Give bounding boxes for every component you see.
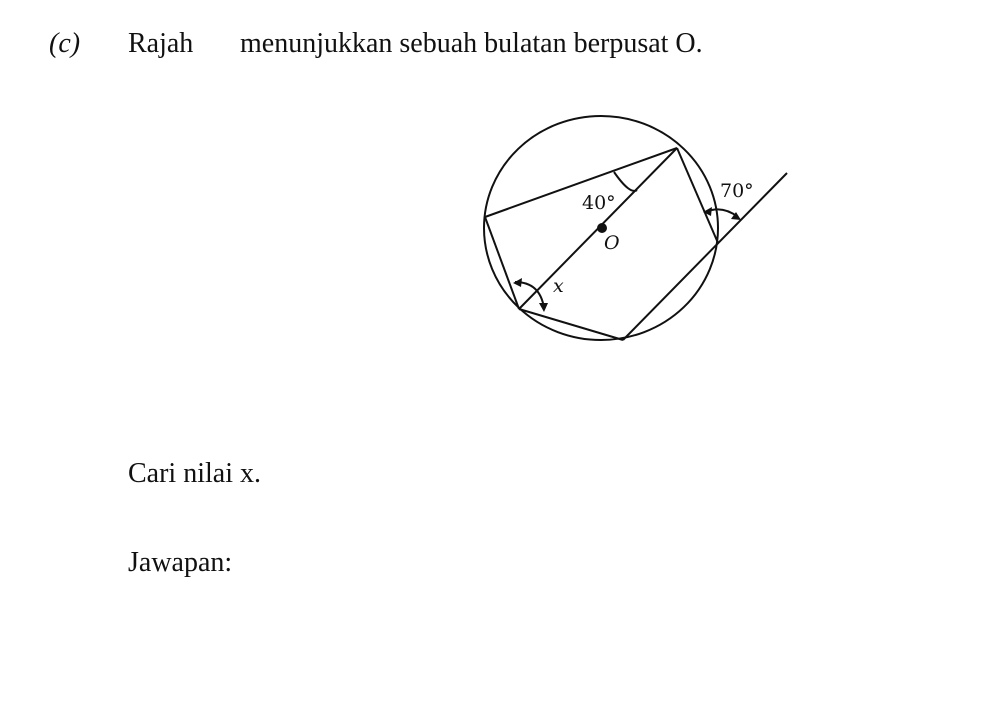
chord-ab	[485, 148, 677, 217]
unknown-angle-label: x	[553, 275, 564, 297]
question-label: (c)	[49, 28, 81, 59]
angle-arc-40	[614, 172, 637, 191]
chord-de-tangent-line	[623, 173, 787, 340]
chord-ae	[677, 148, 718, 243]
center-label: O	[604, 232, 620, 254]
arrowhead	[539, 303, 548, 312]
word-rajah: Rajah	[128, 28, 194, 59]
angle-label-70: 70°	[720, 180, 754, 202]
question-statement: menunjukkan sebuah bulatan berpusat O.	[240, 28, 703, 59]
arrowhead	[703, 207, 712, 216]
arrowhead	[513, 278, 522, 287]
angle-label-40: 40°	[582, 192, 616, 214]
answer-label: Jawapan:	[128, 547, 233, 578]
question-prompt: Cari nilai x.	[128, 458, 261, 489]
